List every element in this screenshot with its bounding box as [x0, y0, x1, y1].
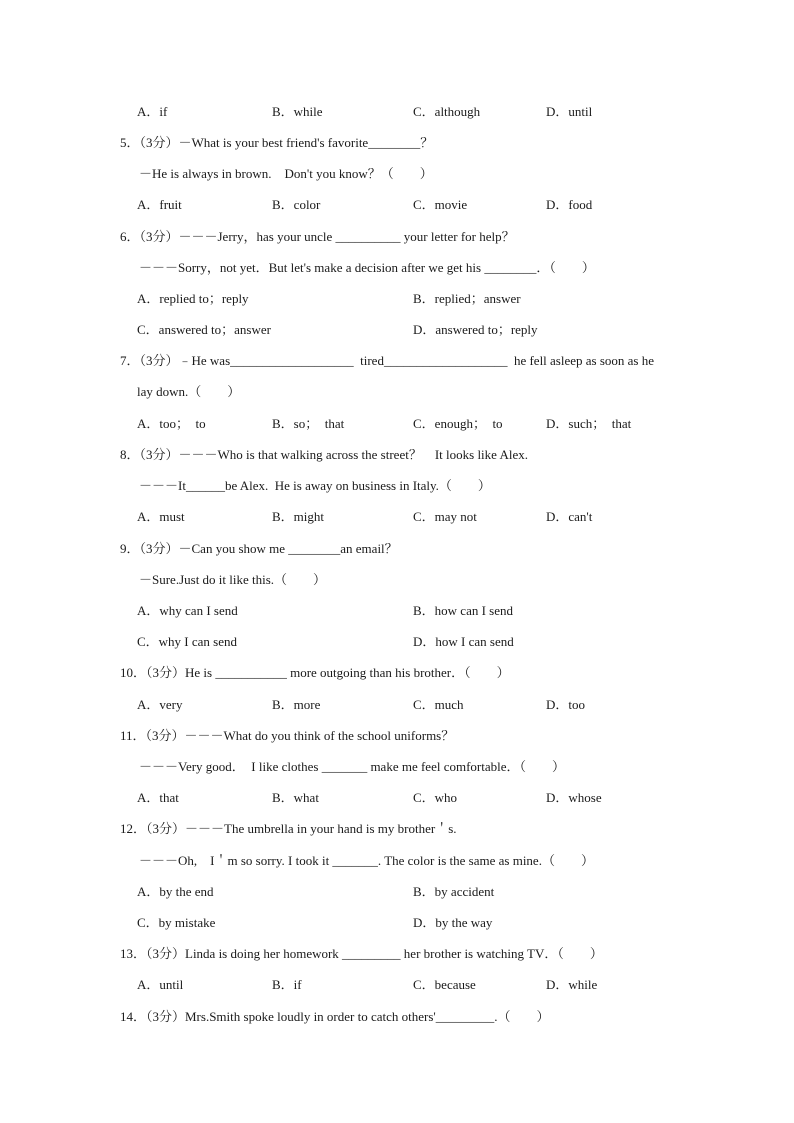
q13-option-d: D．while: [546, 977, 598, 992]
q8-option-b: B．might: [272, 509, 325, 524]
q7-line2: lay down.（ ）: [137, 384, 241, 399]
q11-line2: －－－Very good． I like clothes _______ make me feel comfortable．（ ）: [139, 759, 566, 774]
q5-option-a: A．fruit: [137, 197, 182, 212]
q9-option-a: A．why can I send: [137, 603, 238, 618]
q7-option-c: C．enough； to: [413, 416, 503, 431]
q6-option-c: C．answered to；answer: [137, 322, 271, 337]
q5-option-b: B．color: [272, 197, 321, 212]
q12-stem: 12．（3分）－－－The umbrella in your hand is my brother＇s.: [120, 821, 457, 836]
q12-option-d: D．by the way: [413, 915, 493, 930]
q4-option-a: A．if: [137, 104, 168, 119]
q13-stem: 13．（3分）Linda is doing her homework _________ her brother is watching TV．（ ）: [120, 946, 603, 961]
q12-option-c: C．by mistake: [137, 915, 216, 930]
q8-stem: 8．（3分）－－－Who is that walking across the street？ It looks like Alex.: [120, 447, 528, 462]
q10-option-a: A．very: [137, 697, 183, 712]
q12-option-a: A．by the end: [137, 884, 214, 899]
q10-option-d: D．too: [546, 697, 586, 712]
q9-option-c: C．why I can send: [137, 634, 238, 649]
q9-stem: 9．（3分）－Can you show me ________an email？: [120, 541, 398, 556]
q13-option-a: A．until: [137, 977, 184, 992]
q5-stem: 5．（3分）－What is your best friend's favorite________？: [120, 135, 434, 150]
q13-option-c: C．because: [413, 977, 476, 992]
q9-option-b: B．how can I send: [413, 603, 514, 618]
q4-option-b: B．while: [272, 104, 323, 119]
q5-option-d: D．food: [546, 197, 593, 212]
q8-line2: －－－It______be Alex. He is away on business in Italy.（ ）: [139, 478, 491, 493]
q5-option-c: C．movie: [413, 197, 468, 212]
q12-option-b: B．by accident: [413, 884, 495, 899]
q8-option-a: A．must: [137, 509, 185, 524]
q8-option-d: D．can't: [546, 509, 593, 524]
q9-line2: －Sure.Just do it like this.（ ）: [139, 572, 327, 587]
q9-option-d: D．how I can send: [413, 634, 514, 649]
q13-option-b: B．if: [272, 977, 302, 992]
q7-option-b: B．so； that: [272, 416, 345, 431]
q6-option-a: A．replied to；reply: [137, 291, 249, 306]
q8-option-c: C．may not: [413, 509, 477, 524]
q7-option-d: D．such； that: [546, 416, 632, 431]
q11-option-c: C．who: [413, 790, 458, 805]
q7-stem: 7．（3分）﹣He was___________________ tired___________________ he fell asleep as soon as he: [120, 353, 655, 368]
q4-option-d: D．until: [546, 104, 593, 119]
q6-line2: －－－Sorry，not yet．But let's make a decision after we get his ________．（ ）: [139, 260, 595, 275]
q11-option-d: D．whose: [546, 790, 602, 805]
q11-option-a: A．that: [137, 790, 179, 805]
q6-stem: 6．（3分）－－－Jerry，has your uncle __________ your letter for help？: [120, 229, 515, 244]
q14-stem: 14．（3分）Mrs.Smith spoke loudly in order to catch others'_________.（ ）: [120, 1009, 550, 1024]
q6-option-d: D．answered to；reply: [413, 322, 538, 337]
q7-option-a: A．too； to: [137, 416, 206, 431]
q10-option-c: C．much: [413, 697, 464, 712]
q11-stem: 11．（3分）－－－What do you think of the school uniforms？: [120, 728, 455, 743]
q4-option-c: C．although: [413, 104, 481, 119]
q12-line2: －－－Oh, I＇m so sorry. I took it _______. The color is the same as mine.（ ）: [139, 853, 594, 868]
q11-option-b: B．what: [272, 790, 319, 805]
q6-option-b: B．replied；answer: [413, 291, 521, 306]
q5-line2: －He is always in brown. Don't you know？（ ）: [139, 166, 433, 181]
q10-stem: 10．（3分）He is ___________ more outgoing than his brother．（ ）: [120, 665, 510, 680]
q10-option-b: B．more: [272, 697, 321, 712]
